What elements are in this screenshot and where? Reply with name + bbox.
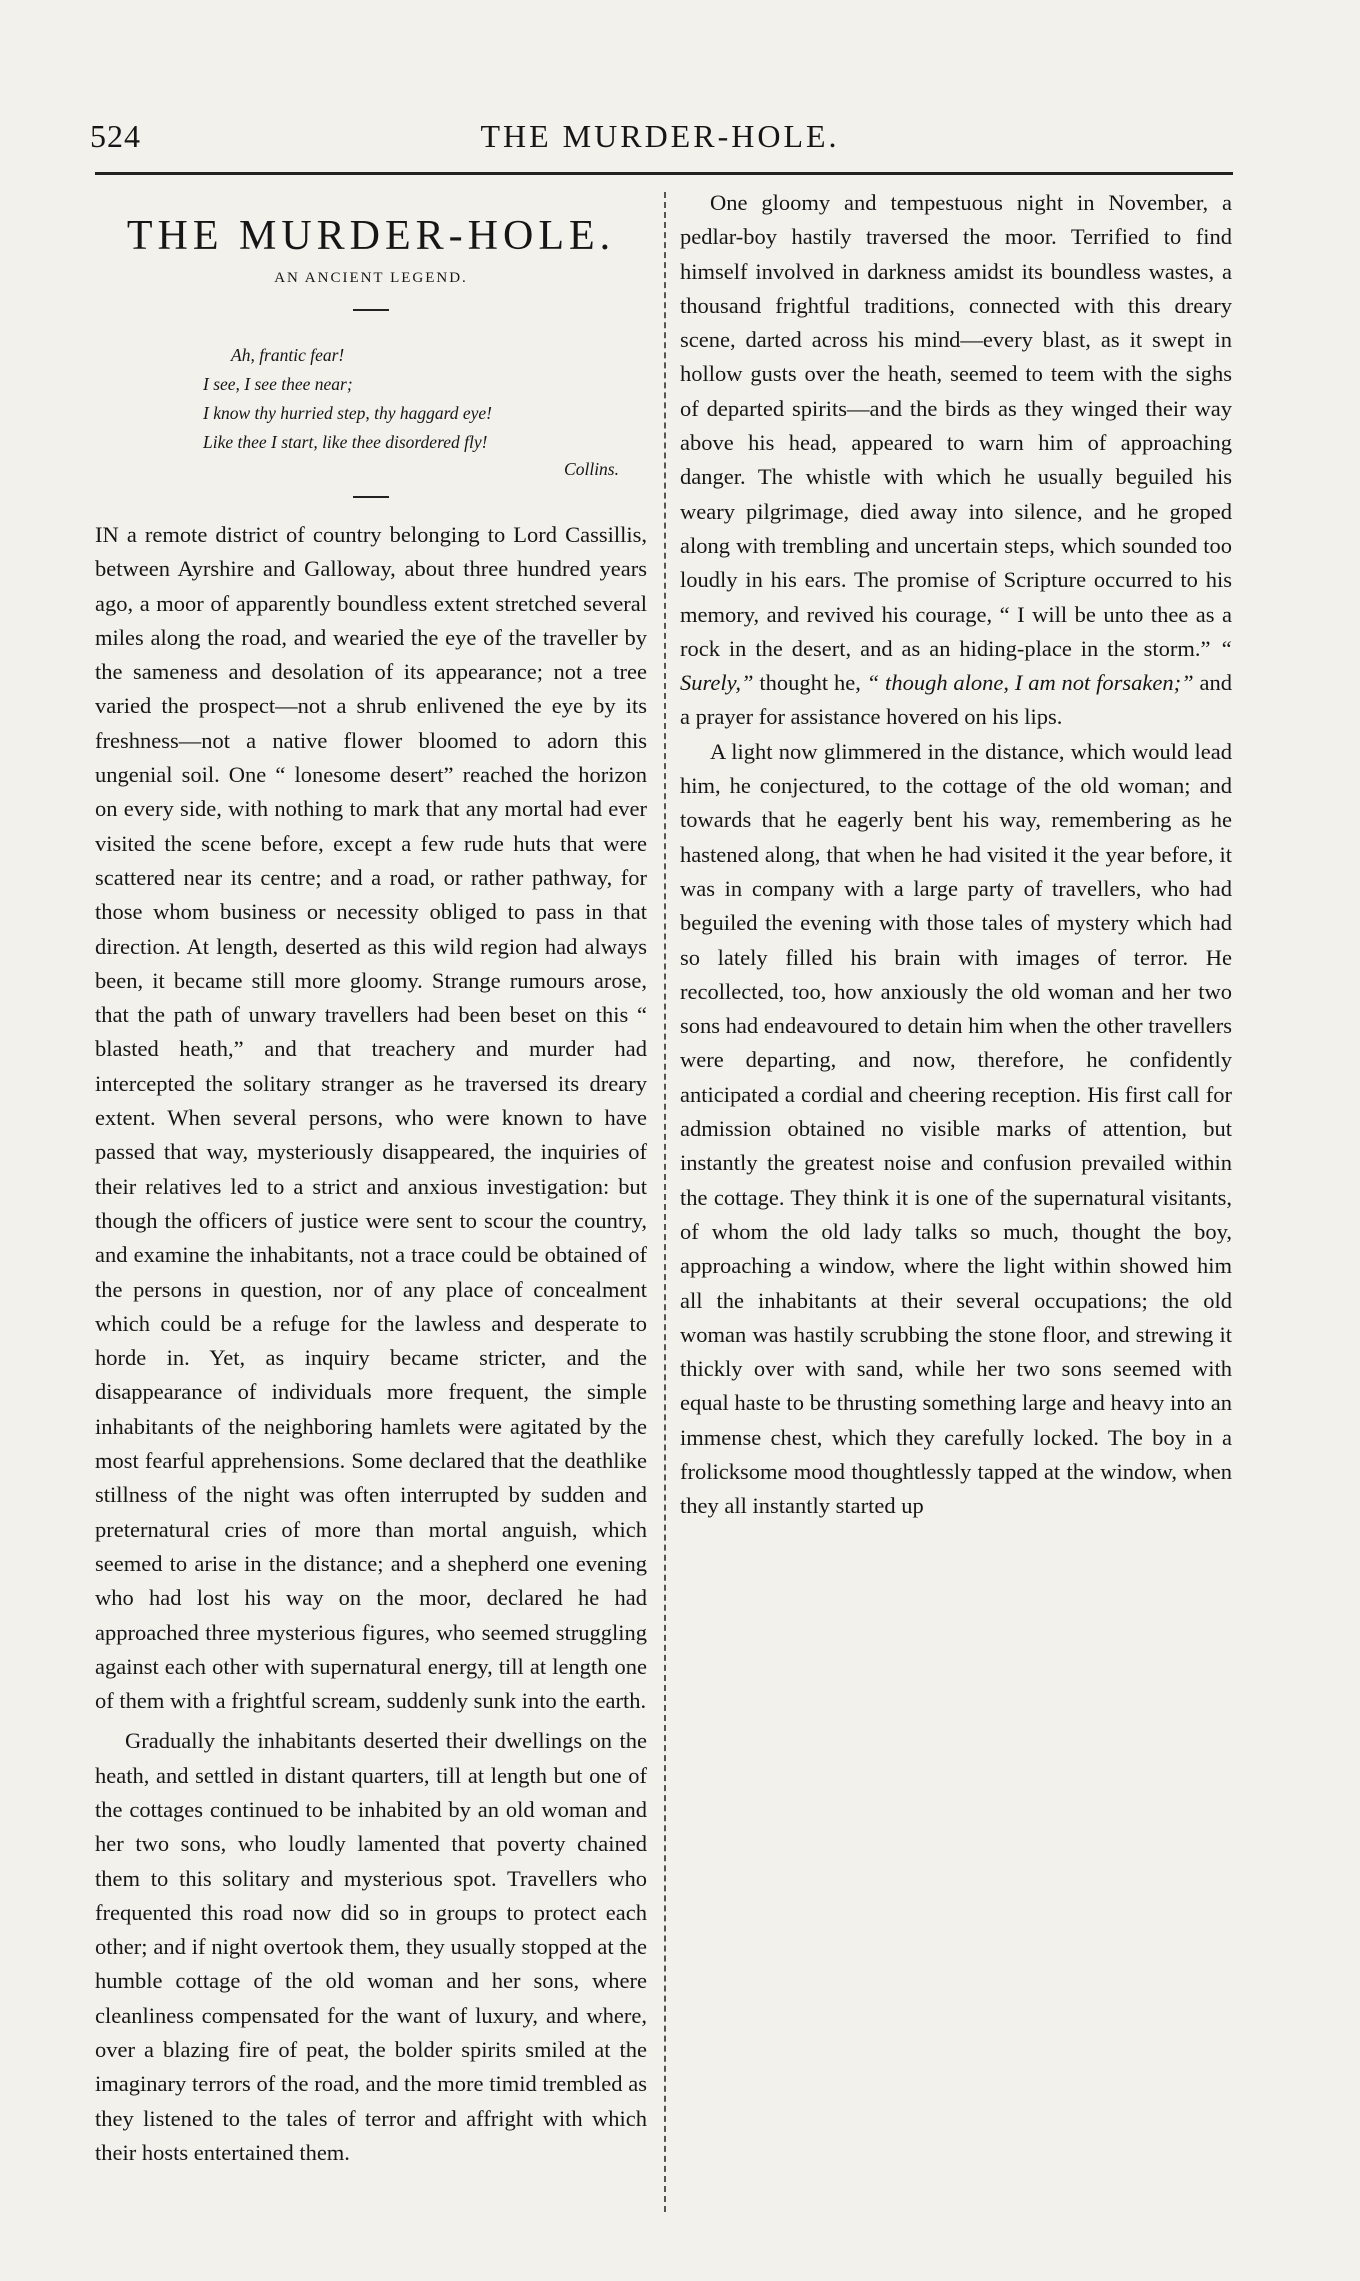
epigraph-attribution: Collins. bbox=[564, 459, 619, 479]
quote-not-forsaken: “ though alone, I am not forsaken;” bbox=[866, 670, 1194, 696]
epigraph-line: Ah, frantic fear! bbox=[231, 345, 345, 365]
header-rule bbox=[95, 172, 1233, 175]
ornament-rule bbox=[353, 496, 389, 498]
paragraph-2: Gradually the inhabitants deserted their dwellings on the heath, and settled in distant quarters, till at length but one of the cottages continued to be inhabited by an old woman and her two sons, who loudly lamented that poverty chained them to this solitary and mysterious spot. Travellers who frequented this road now did so in groups to protect each other; and if night overtook them, they usually stopped at the humble cottage of the old woman and her sons, where cleanliness compensated for the want of luxury, and where, over a blazing fire of peat, the bolder spirits smiled at the imaginary terrors of the road, and the more timid trembled as they listened to the tales of terror and affright with which their hosts entertained them. bbox=[95, 1728, 647, 2165]
epigraph-line: I see, I see thee near; bbox=[203, 374, 353, 394]
article-title: THE MURDER-HOLE. bbox=[126, 213, 616, 259]
article-subtitle: AN ANCIENT LEGEND. bbox=[274, 270, 468, 286]
ornament-rule bbox=[353, 309, 389, 311]
left-column bbox=[95, 186, 647, 2170]
page-number: 524 bbox=[90, 118, 141, 154]
paragraph-1: IN a remote district of country belonging to Lord Cassillis, between Ayrshire and Galloway, about three hundred years ago, a moor of apparently boundless extent stretched several miles along the road, and wearied the eye of the traveller by the sameness and desolation of its appearance; not a tree varied the prospect—not a shrub enlivened the eye by its freshness—not a native flower bloomed to adorn this ungenial soil. One “ lonesome desert” reached the horizon on every side, with nothing to mark that any mortal had ever visited the scene before, except a few rude huts that were scattered near its centre; and a road, or rather pathway, for those whom business or necessity obliged to pass in that direction. At length, deserted as this wild region had always been, it became still more gloomy. Strange rumours arose, that the path of unwary travellers had been beset on this “ blasted heath,” and that treachery and murder had intercepted the solitary stranger as he traversed its dreary extent. When several persons, who were known to have passed that way, mysteriously disappeared, the inquiries of their relatives led to a strict and anxious investigation: but though the officers of justice were sent to scour the country, and examine the inhabitants, not a trace could be obtained of the persons in question, nor of any place of concealment which could be a refuge for the lawless and desperate to horde in. Yet, as inquiry became stricter, and the disappearance of individuals more frequent, the simple inhabitants of the neighboring hamlets were agitated by the most fearful apprehensions. Some declared that the deathlike stillness of the night was often interrupted by sudden and preternatural cries of more than mortal anguish, which seemed to arise in the distance; and a shepherd one evening who had lost his way on the moor, declared he had approached three mysterious figures, who seemed struggling against each other with supernatural energy, till at length one of them with a frightful scream, suddenly sunk into the earth. bbox=[95, 522, 647, 1714]
epigraph-line: I know thy hurried step, thy haggard eye! bbox=[203, 403, 493, 423]
right-column bbox=[680, 186, 1232, 1524]
quote-surely: “ Surely,” bbox=[680, 635, 1232, 696]
paragraph-3: One gloomy and tempestuous night in November, a pedlar-boy hastily traversed the moor. Terrified to find himself involved in darkness amidst its boundless wastes, a thousand frightful traditions, connected with this dreary scene, darted across his mind—every blast, as it swept in hollow gusts over the heath, seemed to teem with the sighs of departed spirits—and the birds as they winged their way above his head, appeared to warn him of approaching danger. The whistle with which he usually beguiled his weary pilgrimage, died away into silence, and he groped along with trembling and uncertain steps, which sounded too loudly in his ears. The promise of Scripture occurred to his memory, and revived his courage, “ I will be unto thee as a rock in the desert, and as an hiding-place in the storm.” “ Surely,” thought he, “ though alone, I am not forsaken;” and a prayer for assistance hovered on his lips. bbox=[680, 190, 1232, 730]
column-divider bbox=[664, 192, 666, 2212]
epigraph-line: Like thee I start, like thee disordered fly! bbox=[203, 432, 488, 452]
running-head bbox=[90, 118, 1230, 164]
epigraph bbox=[203, 341, 647, 457]
running-title: THE MURDER-HOLE. bbox=[480, 118, 840, 154]
paragraph-4: A light now glimmered in the distance, which would lead him, he conjectured, to the cottage of the old woman; and towards that he eagerly bent his way, remembering as he hastened along, that when he had visited it the year before, it was in company with a large party of travellers, who had beguiled the evening with those tales of mystery which had so lately filled his brain with images of terror. He recollected, too, how anxiously the old woman and her two sons had endeavoured to detain him when the other travellers were departing, and now, therefore, he confidently anticipated a cordial and cheering reception. His first call for admission obtained no visible marks of attention, but instantly the greatest noise and confusion prevailed within the cottage. They think it is one of the supernatural visitants, of whom the old lady talks so much, thought the boy, approaching a window, where the light within showed him all the inhabitants at their several occupations; the old woman was hastily scrubbing the stone floor, and strewing it thickly over with sand, while her two sons seemed with equal haste to be thrusting something large and heavy into an immense chest, which they carefully locked. The boy in a frolicksome mood thoughtlessly tapped at the window, when they all instantly started up bbox=[680, 738, 1232, 1519]
